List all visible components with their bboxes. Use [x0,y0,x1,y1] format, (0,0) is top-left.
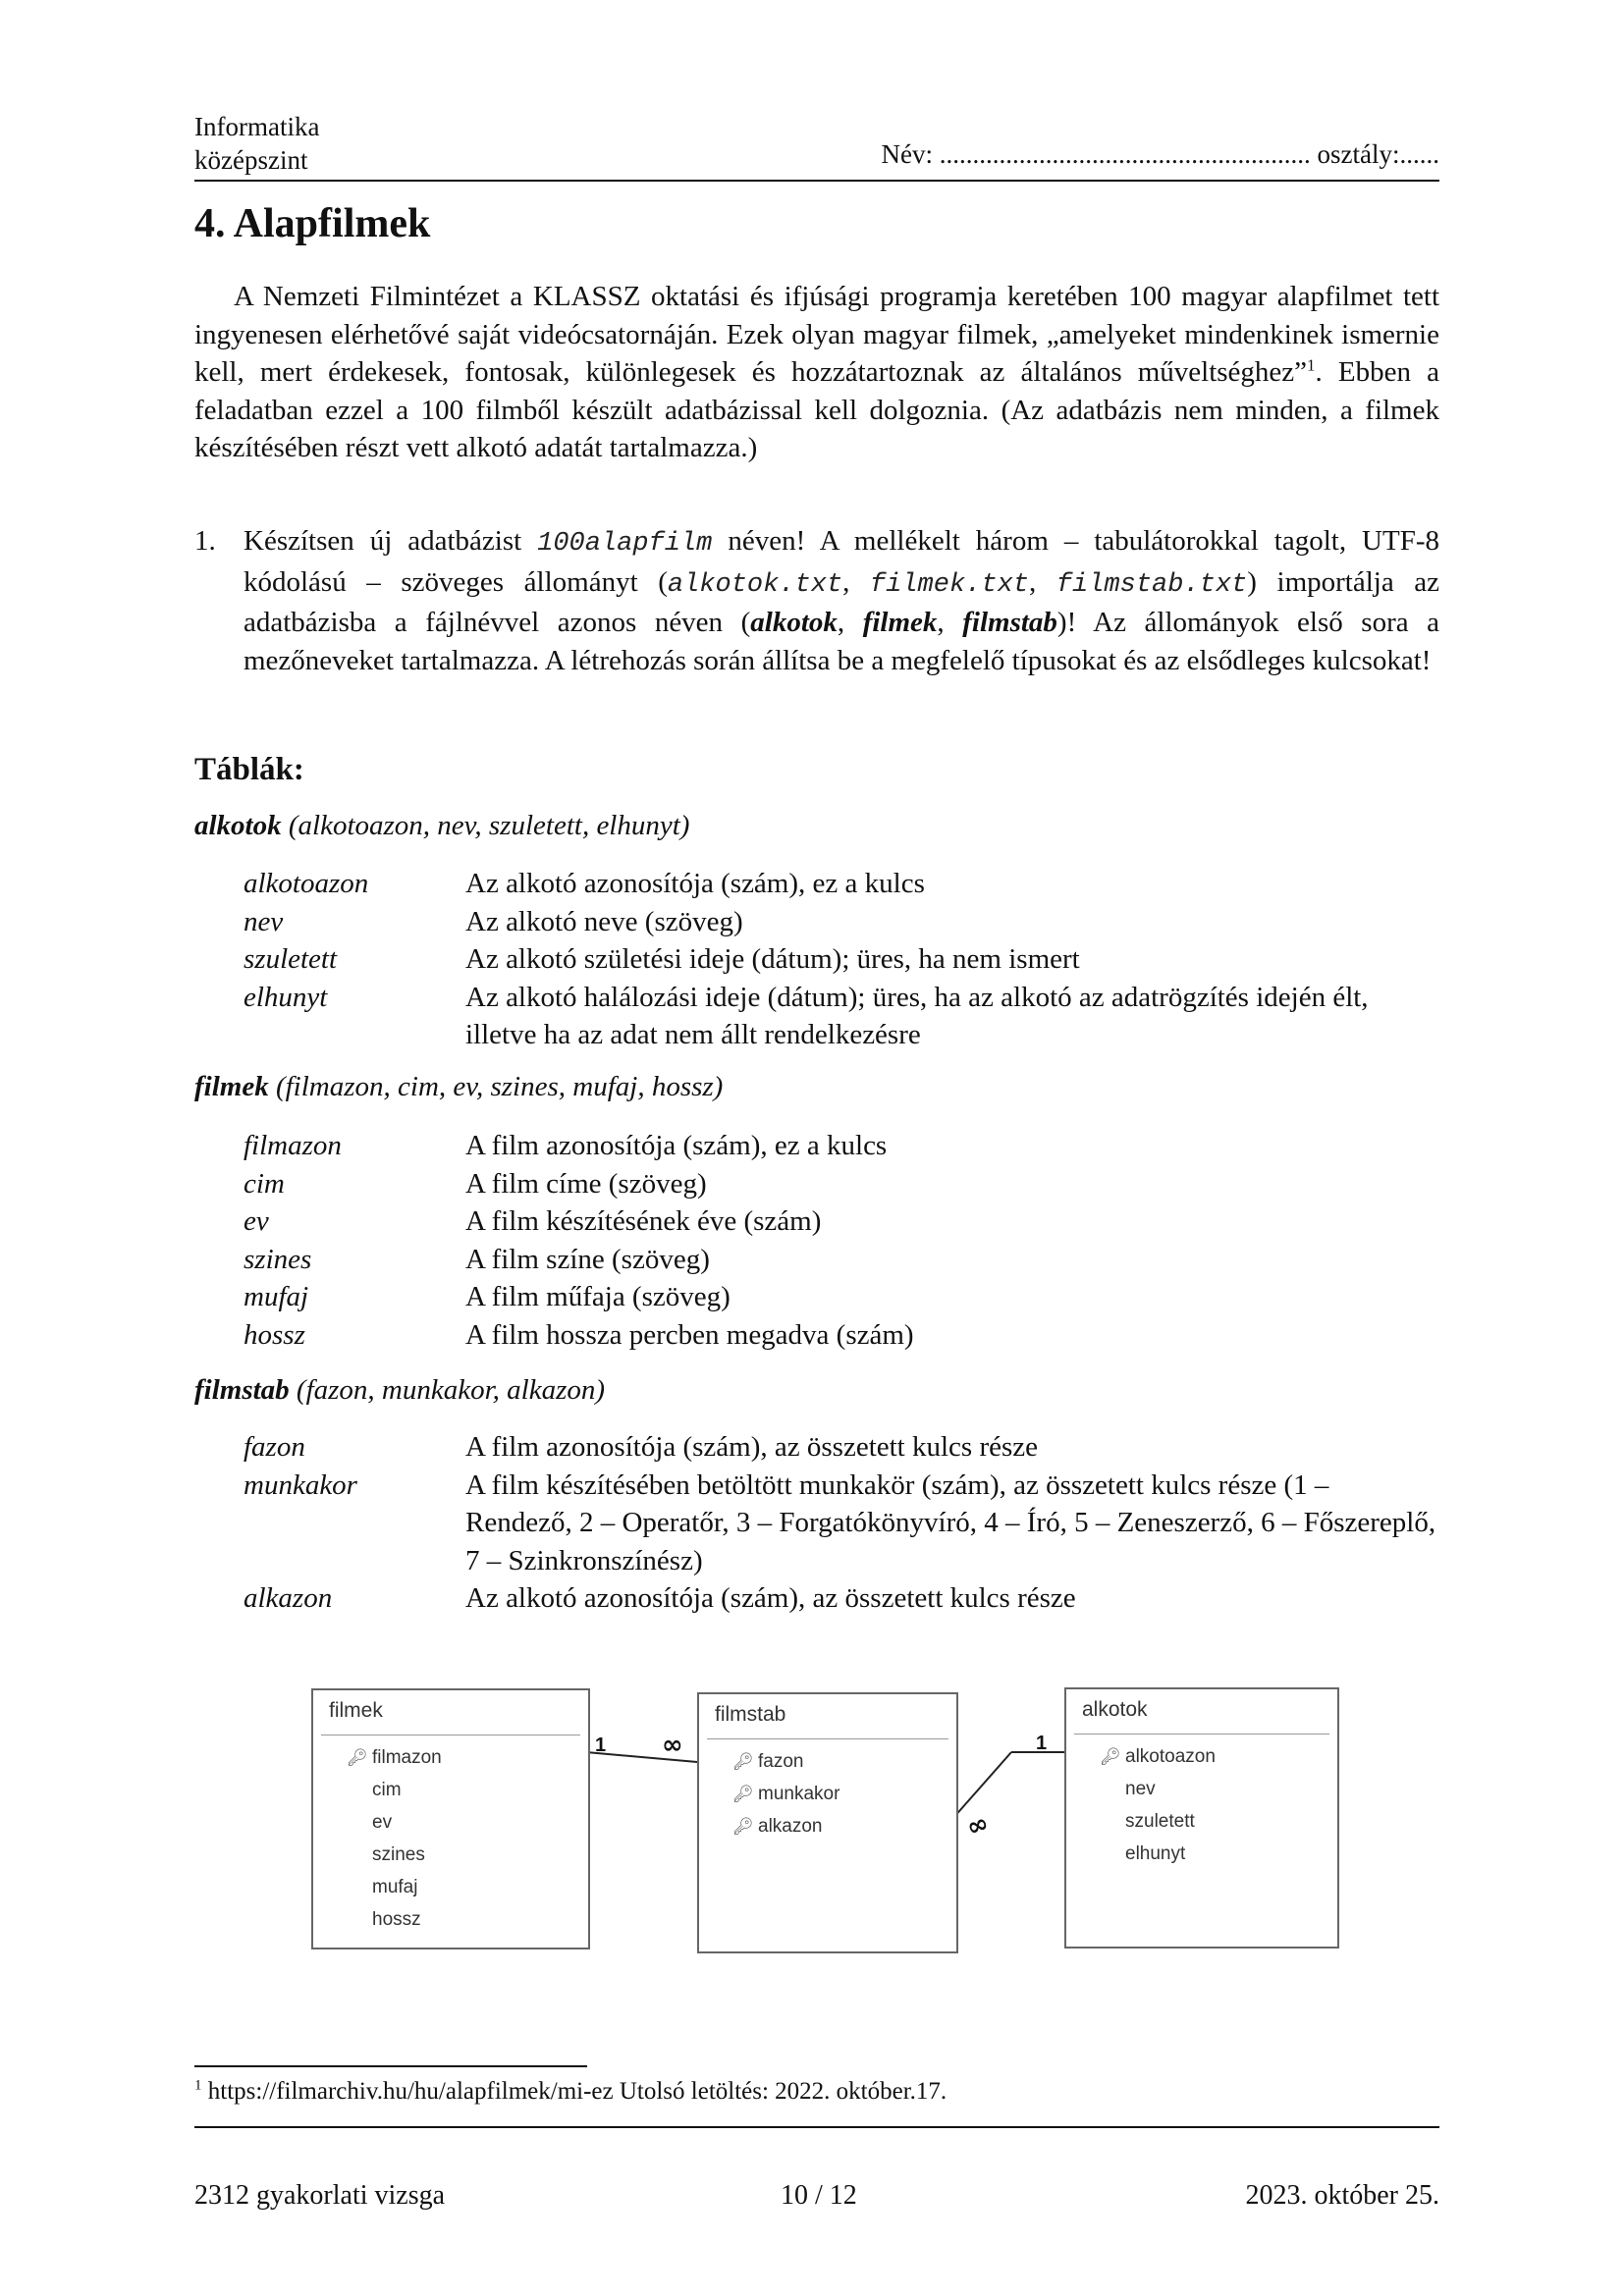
diagram-field [313,1903,588,1936]
field-defs-filmstab [244,1428,1441,1618]
field-key: ev [244,1205,269,1237]
field-key: nev [244,905,284,937]
table-name: filmek [194,1071,269,1102]
table-signature-filmek [194,1068,723,1105]
task-1-text [244,522,1439,679]
key-icon: 🔑︎ [732,1752,754,1771]
field-def-row [244,979,1441,1054]
table-signature-filmstab [194,1371,605,1409]
table-name: filmstab [194,1374,290,1406]
diagram-table-title: filmstab [707,1694,948,1739]
field-def-row [244,1316,1441,1355]
diagram-table-title: filmek [321,1690,580,1735]
page-title: 4. Alapfilmek [194,201,431,246]
task-1 [194,522,1439,679]
relationship-diagram [304,1683,1483,1978]
intro-text-a: A Nemzeti Filmintézet a KLASSZ oktatási és ifjúsági programja keretében 100 magyar alapfilmet tett ingyenesen elérhetővé saját videócsatornáján. Ezek olyan magyar filmek, „amelyeket mindenkinek ismernie kell, mert érdekesek, fontosak, különlegesek és hozzátartoznak az általános műveltséghez” [194,281,1439,388]
field-def-row [244,903,1441,941]
field-def-row [244,1467,1441,1580]
diagram-table-filmek [311,1688,590,1949]
relation-one-label: 1 [1036,1733,1048,1754]
field-desc: A film műfaja (szöveg) [465,1281,731,1312]
diagram-field-name: ev [372,1812,393,1833]
field-desc: A film azonosítója (szám), az összetett kulcs része [465,1431,1039,1463]
task-text-part: )! Az állományok első sora a mezőneveket tartalmazza. A létrehozás során állítsa be a megfelelő típusokat és az elsődleges kulcsokat! [244,607,1440,676]
diagram-field-name: cim [372,1780,402,1800]
field-desc: Az alkotó azonosítója (szám), ez a kulcs [465,868,925,899]
diagram-field-name: elhunyt [1125,1843,1186,1864]
field-key: szuletett [244,943,338,975]
diagram-field-name: alkazon [758,1816,823,1837]
header-divider [194,180,1439,182]
relation-many-label: ∞ [962,1808,994,1843]
field-key: hossz [244,1318,305,1351]
field-def-row [244,1127,1441,1165]
relation-one-label: 1 [595,1735,607,1756]
footer-date: 2023. október 25. [1245,2180,1439,2211]
field-key: alkotoazon [244,868,369,899]
field-key: elhunyt [244,981,328,1013]
diagram-field [1066,1838,1337,1870]
field-desc: A film azonosítója (szám), ez a kulcs [465,1130,888,1161]
file-name: filmstab.txt [1056,569,1248,600]
field-desc: A film készítésének éve (szám) [465,1205,822,1237]
field-defs-filmek [244,1127,1441,1354]
intro-paragraph [194,278,1439,467]
diagram-table-alkotok [1064,1687,1339,1949]
field-def-row [244,1165,1441,1203]
file-name: filmek.txt [869,569,1029,600]
table-name: filmek [862,607,938,638]
diagram-field [1066,1805,1337,1838]
field-def-row [244,940,1441,979]
field-key: filmazon [244,1130,342,1161]
field-key: mufaj [244,1281,309,1312]
diagram-field [313,1806,588,1839]
field-desc: A film hossza percben megadva (szám) [465,1318,914,1351]
header-name-field: Név: ........................................................ osztály:...... [881,139,1439,169]
diagram-field [313,1741,588,1774]
diagram-field-name: fazon [758,1751,804,1772]
diagram-field [699,1810,956,1842]
table-fields: (filmazon, cim, ev, szines, mufaj, hossz) [268,1071,724,1102]
diagram-field [699,1778,956,1810]
diagram-table-title: alkotok [1074,1689,1329,1735]
intro-text-b: . Ebben a feladatban ezzel a 100 filmből készült adatbázissal kell dolgoznia. (Az adatbázis nem minden, a filmek készítésében részt vett alkotó adatát tartalmazza.) [194,356,1439,463]
diagram-field-name: szuletett [1125,1811,1195,1832]
table-signature-alkotok [194,807,689,844]
diagram-field [313,1774,588,1806]
key-icon: 🔑︎ [732,1785,754,1803]
table-name: filmstab [962,607,1057,638]
field-desc: A film címe (szöveg) [465,1167,707,1200]
footnote [194,2076,947,2108]
diagram-field [313,1871,588,1903]
field-def-row [244,1241,1441,1279]
task-text-part: néven! A mellékelt három – tabulátorokkal tagolt, UTF-8 kódolású – szöveges állományt ( [244,525,1439,598]
footnote-divider [194,2065,587,2067]
field-key: szines [244,1243,312,1275]
field-def-row [244,1428,1441,1467]
footer-divider [194,2126,1439,2128]
diagram-field-name: nev [1125,1779,1156,1799]
field-def-row [244,865,1441,903]
diagram-field-name: szines [372,1844,425,1865]
header-subject: Informatika [194,112,320,141]
diagram-field-name: filmazon [372,1747,442,1768]
field-key: munkakor [244,1468,357,1501]
field-desc: Az alkotó azonosítója (szám), az összetett kulcs része [465,1582,1076,1614]
separator: , [937,607,963,638]
field-def-row [244,1579,1441,1618]
field-defs-alkotok [244,865,1441,1054]
field-desc: Az alkotó halálozási ideje (dátum); üres, ha az alkotó az adatrögzítés idején élt, illetve ha az adat nem állt rendelkezésre [465,981,1369,1050]
separator: , [1028,565,1056,598]
footer-page-number: 10 / 12 [781,2180,857,2211]
relation-many-label: ∞ [662,1731,683,1760]
field-key: cim [244,1167,285,1200]
diagram-field-name: mufaj [372,1877,418,1897]
separator: , [842,565,870,598]
diagram-field [313,1839,588,1871]
field-desc: A film színe (szöveg) [465,1243,710,1275]
field-key: fazon [244,1431,305,1463]
field-key: alkazon [244,1582,333,1614]
diagram-field-name: alkotoazon [1125,1746,1216,1767]
tables-heading: Táblák: [194,752,304,787]
field-def-row [244,1278,1441,1316]
field-desc: A film készítésében betöltött munkakör (szám), az összetett kulcs része (1 – Rendező, 2 – Operatőr, 3 – Forgatókönyvíró, 4 – Író, 5 – Zeneszerző, 6 – Főszereplő, 7 – Szinkronszínész) [465,1468,1436,1576]
table-fields: (fazon, munkakor, alkazon) [289,1374,606,1406]
intro-footnote-mark: 1 [1307,355,1316,375]
diagram-field-name: munkakor [758,1784,840,1804]
header-subject-block [194,110,319,177]
table-name: alkotok [750,607,838,638]
db-name: 100alapfilm [537,529,713,559]
file-name: alkotok.txt [667,569,843,600]
field-desc: Az alkotó neve (szöveg) [465,905,743,937]
key-icon: 🔑︎ [732,1817,754,1836]
task-text-part: Készítsen új adatbázist [244,525,538,557]
footnote-mark: 1 [194,2077,202,2094]
field-def-row [244,1202,1441,1241]
diagram-field [1066,1740,1337,1773]
diagram-field-name: hossz [372,1909,421,1930]
task-number: 1. [194,525,216,557]
table-name: alkotok [194,810,282,841]
separator: , [837,607,863,638]
header-level: középszint [194,145,308,175]
key-icon: 🔑︎ [1100,1747,1121,1766]
diagram-field [699,1745,956,1778]
footer-exam: 2312 gyakorlati vizsga [194,2180,446,2211]
footnote-text: https://filmarchiv.hu/hu/alapfilmek/mi-ez Utolsó letöltés: 2022. október.17. [201,2078,947,2105]
diagram-field [1066,1773,1337,1805]
diagram-table-filmstab [697,1692,958,1953]
task-text-part: ) importálja az adatbázisba a fájlnévvel azonos néven ( [244,565,1440,638]
field-desc: Az alkotó születési ideje (dátum); üres, ha nem ismert [465,943,1080,975]
key-icon: 🔑︎ [347,1748,368,1767]
table-fields: (alkotoazon, nev, szuletett, elhunyt) [281,810,690,841]
